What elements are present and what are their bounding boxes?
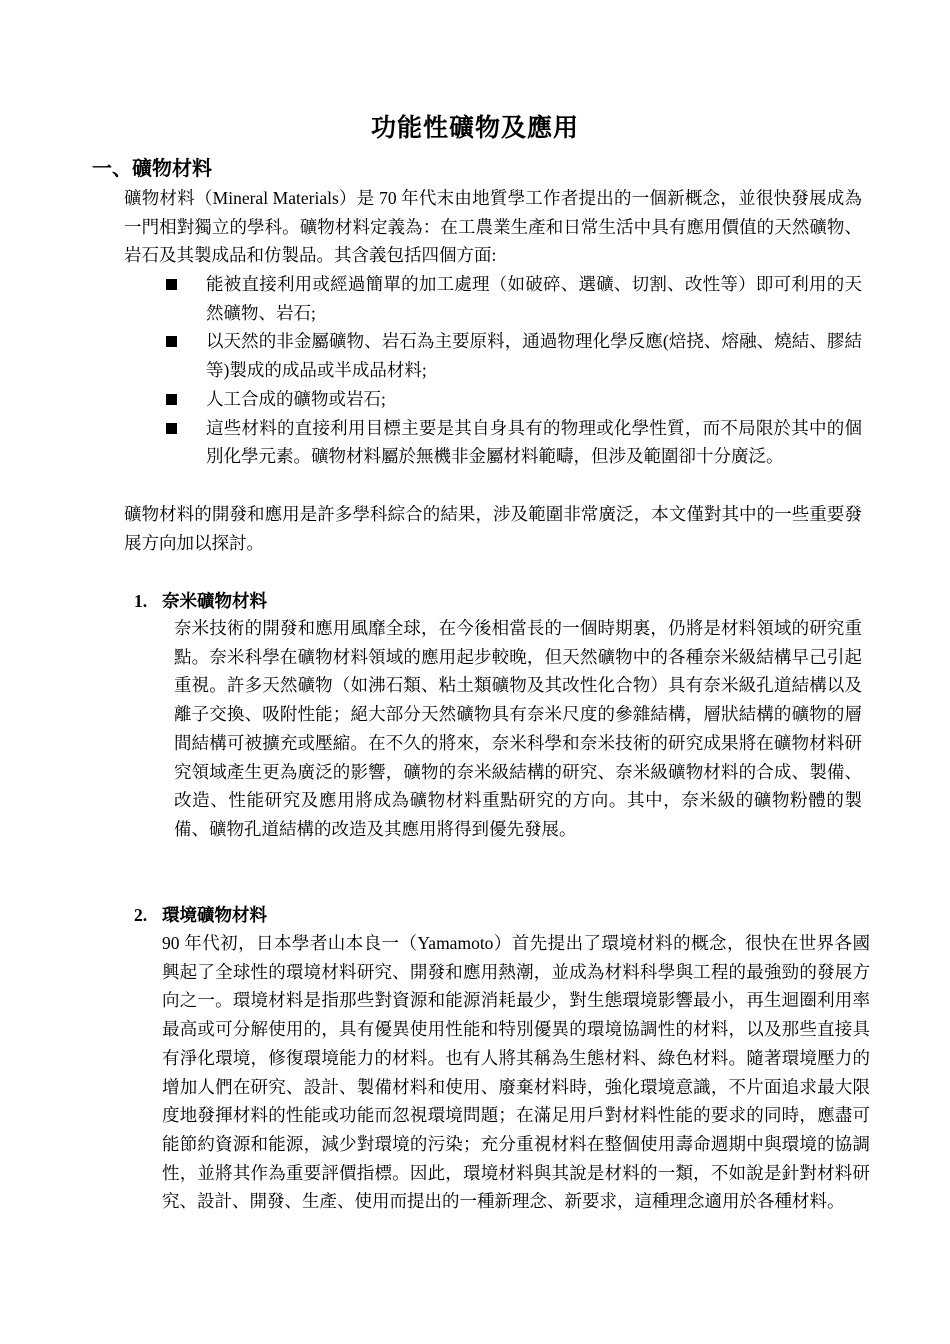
square-bullet-icon bbox=[166, 336, 177, 347]
bullet-text: 人工合成的礦物或岩石; bbox=[206, 388, 386, 409]
square-bullet-icon bbox=[166, 423, 177, 434]
list-item bbox=[166, 327, 862, 384]
list-item bbox=[166, 270, 862, 327]
list-item bbox=[166, 414, 862, 471]
subsection-number: 1. bbox=[134, 591, 148, 611]
bullet-text: 以天然的非金屬礦物、岩石為主要原料，通過物理化學反應(焙挠、熔融、燒結、膠結等)製成的成品或半成品材料; bbox=[206, 331, 862, 381]
subsection-number: 2. bbox=[134, 905, 148, 925]
square-bullet-icon bbox=[166, 279, 177, 290]
document-title: 功能性礦物及應用 bbox=[370, 115, 579, 142]
environmental-minerals-paragraph: 90 年代初，日本學者山本良一（Yamamoto）首先提出了環境材料的概念，很快在世界各國興起了全球性的環境材料研究、開發和應用熱潮，並成為材料科學與工程的最強勁的發展方向之一。環境材料是指那些對資源和能源消耗最少，對生態環境影響最小，再生迴圈利用率最高或可分解使用的，具有優異使用性能和特別優異的環境協調性的材料，以及那些直接具有淨化環境，修復環境能力的材料。也有人將其稱為生態材料、綠色材料。隨著環境壓力的增加人們在研究、設計、製備材料和使用、廢棄材料時，強化環境意識，不片面追求最大限度地發揮材料的性能或功能而忽視環境問題；在滿足用戶對材料性能的要求的同時，應盡可能節約資源和能源，減少對環境的污染；充分重視材料在整個使用壽命週期中與環境的協調性，並將其作為重要評價指標。因此，環境材料與其說是材料的一類，不如說是針對材料研究、設計、開發、生產、使用而提出的一種新理念、新要求，這種理念適用於各種材料。 bbox=[162, 933, 870, 1212]
subsection-title: 奈米礦物材料 bbox=[162, 591, 267, 611]
outro-paragraph: 礦物材料的開發和應用是許多學科綜合的結果，涉及範圍非常廣泛，本文僅對其中的一些重要發展方向加以探討。 bbox=[124, 504, 862, 553]
bullet-text: 能被直接利用或經過簡單的加工處理（如破碎、選礦、切割、改性等）即可利用的天然礦物、岩石; bbox=[206, 274, 862, 323]
bullet-text: 這些材料的直接利用目標主要是其自身具有的物理或化學性質，而不局限於其中的個別化學元素。礦物材料屬於無機非金屬材料範疇，但涉及範圍卻十分廣泛。 bbox=[206, 417, 862, 467]
subsection-title: 環境礦物材料 bbox=[162, 905, 267, 925]
intro-paragraph: 礦物材料（Mineral Materials）是 70 年代末由地質學工作者提出的一個新概念，並很快發展成為一門相對獨立的學科。礦物材料定義為：在工農業生產和日常生活中具有應用價值的天然礦物、岩石及其製成品和仿製品。其含義包括四個方面: bbox=[124, 188, 862, 266]
subsection-heading-environmental-minerals bbox=[134, 902, 267, 927]
square-bullet-icon bbox=[166, 394, 177, 405]
list-item bbox=[166, 385, 862, 414]
definition-bullet-list bbox=[166, 270, 862, 471]
subsection-heading-nano-minerals bbox=[134, 588, 267, 613]
nano-minerals-paragraph: 奈米技術的開發和應用風靡全球，在今後相當長的一個時期裏，仍將是材料領域的研究重點。奈米科學在礦物材料領域的應用起步較晚，但天然礦物中的各種奈米級結構早己引起重視。許多天然礦物（如沸石類、粘土類礦物及其改性化合物）具有奈米級孔道結構以及離子交換、吸附性能；絕大部分天然礦物具有奈米尺度的參雜結構，層狀結構的礦物的層間結構可被擴充或壓縮。在不久的將來，奈米科學和奈米技術的研究成果將在礦物材料研究領域產生更為廣泛的影響，礦物的奈米級結構的研究、奈米級礦物材料的合成、製備、改造、性能研究及應用將成為礦物材料重點研究的方向。其中，奈米級的礦物粉體的製備、礦物孔道結構的改造及其應用將得到優先發展。 bbox=[174, 618, 862, 839]
section-heading-mineral-materials: 一、礦物材料 bbox=[92, 158, 212, 180]
